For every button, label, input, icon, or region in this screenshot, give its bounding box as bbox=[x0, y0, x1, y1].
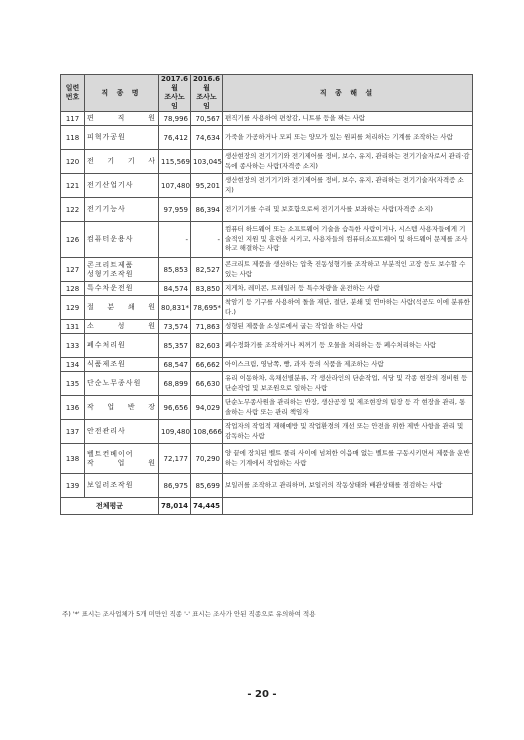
wage-2017: 68,547 bbox=[159, 358, 191, 372]
table-row bbox=[61, 126, 473, 150]
row-number: 127 bbox=[61, 258, 85, 282]
job-name: 편 직 원 bbox=[85, 112, 159, 126]
table-row bbox=[61, 396, 473, 420]
job-description: 콘크리트 제품을 생산하는 압축 진동성형기를 조작하고 부분적인 고장 등도 보수할 수 있는 사람 bbox=[223, 258, 473, 282]
wage-2016: 94,029 bbox=[191, 396, 223, 420]
wage-2016: 78,695* bbox=[191, 296, 223, 320]
average-wage-2017: 78,014 bbox=[159, 498, 191, 515]
wage-2017: 72,177 bbox=[159, 444, 191, 474]
wage-2017: 85,357 bbox=[159, 334, 191, 358]
job-description: 전기기기를 수리 및 보호함으로써 전기기사를 보좌하는 사람(자격증 소지) bbox=[223, 198, 473, 222]
job-name: 안전관리사 bbox=[85, 420, 159, 444]
wage-2017: - bbox=[159, 222, 191, 258]
average-wage-2016: 74,445 bbox=[191, 498, 223, 515]
table-row bbox=[61, 222, 473, 258]
table-row bbox=[61, 420, 473, 444]
wage-2017: 85,853 bbox=[159, 258, 191, 282]
table-row bbox=[61, 198, 473, 222]
average-label: 전체평균 bbox=[61, 498, 159, 515]
wage-2016: 82,603 bbox=[191, 334, 223, 358]
wage-2016: 83,850 bbox=[191, 282, 223, 296]
row-number: 137 bbox=[61, 420, 85, 444]
job-description: 지게차, 레미콘, 트레일러 등 특수차량을 운전하는 사람 bbox=[223, 282, 473, 296]
job-description: 작업자의 작업적 재해예방 및 작업환경의 개선 또는 안전을 위한 제반 사항을 관리 및 감독하는 사람 bbox=[223, 420, 473, 444]
header-wage-2017: 2017.6월 조사노임 bbox=[159, 75, 191, 112]
average-desc-empty bbox=[223, 498, 473, 515]
job-name: 피혁가공원 bbox=[85, 126, 159, 150]
job-name: 특수차운전원 bbox=[85, 282, 159, 296]
job-description: 생산현장의 전기기기와 전기제어를 정비, 보수, 유지, 관리하는 전기기술자(자격증 소지) bbox=[223, 174, 473, 198]
job-name: 보일러조작원 bbox=[85, 474, 159, 498]
wage-2016: 66,662 bbox=[191, 358, 223, 372]
table-row bbox=[61, 174, 473, 198]
job-description: 폐수정화기를 조작하거나 찌꺼기 등 오물을 처리하는 등 폐수처리하는 사람 bbox=[223, 334, 473, 358]
table-row bbox=[61, 296, 473, 320]
wage-2016: 85,699 bbox=[191, 474, 223, 498]
header-description: 직 종 해 설 bbox=[223, 75, 473, 112]
job-name: 벨트컨베이어 작 업 원 bbox=[85, 444, 159, 474]
job-description: 단순노무종사원을 관리하는 반장, 생산공정 및 제조현장의 팀장 등 각 현장을 관리, 통솔하는 사람 또는 관리 책임자 bbox=[223, 396, 473, 420]
job-name: 절 분 쇄 원 bbox=[85, 296, 159, 320]
job-name: 소 성 원 bbox=[85, 320, 159, 334]
row-number: 136 bbox=[61, 396, 85, 420]
job-description: 유리 이동하차, 옥채선별분류, 각 생산라인의 단순작업, 식당 및 각종 현장의 경비원 등 단순작업 및 보조원으로 일하는 사람 bbox=[223, 372, 473, 396]
row-number: 118 bbox=[61, 126, 85, 150]
wage-2016: - bbox=[191, 222, 223, 258]
table-row bbox=[61, 258, 473, 282]
wage-2016: 71,863 bbox=[191, 320, 223, 334]
table-row bbox=[61, 444, 473, 474]
wage-2016: 95,201 bbox=[191, 174, 223, 198]
row-number: 133 bbox=[61, 334, 85, 358]
header-job-name: 직 종 명 bbox=[85, 75, 159, 112]
job-description: 가죽을 가공하거나 모피 또는 양모가 있는 원피를 처리하는 기계를 조작하는 사람 bbox=[223, 126, 473, 150]
wage-2016: 74,634 bbox=[191, 126, 223, 150]
footnote: 주) '*' 표시는 조사업체가 5개 미만인 직종 '-' 표시는 조사가 안된 직종으로 유의하여 적용 bbox=[62, 610, 316, 618]
wage-2016: 70,567 bbox=[191, 112, 223, 126]
job-description: 아이스크림, 영남쪽, 빵, 과자 등의 식품을 제조하는 사람 bbox=[223, 358, 473, 372]
table-row bbox=[61, 112, 473, 126]
wage-2016: 103,045 bbox=[191, 150, 223, 174]
wage-2017: 78,996 bbox=[159, 112, 191, 126]
wage-2017: 96,656 bbox=[159, 396, 191, 420]
job-name: 전기산업기사 bbox=[85, 174, 159, 198]
row-number: 121 bbox=[61, 174, 85, 198]
row-number: 131 bbox=[61, 320, 85, 334]
row-number: 126 bbox=[61, 222, 85, 258]
job-name: 콘크리트제품 성형기조작원 bbox=[85, 258, 159, 282]
wage-2017: 80,831* bbox=[159, 296, 191, 320]
wage-2016: 82,527 bbox=[191, 258, 223, 282]
wage-2017: 84,574 bbox=[159, 282, 191, 296]
wage-2016: 108,666 bbox=[191, 420, 223, 444]
wage-2016: 86,394 bbox=[191, 198, 223, 222]
table-header-row bbox=[61, 75, 473, 112]
job-name: 전기기능사 bbox=[85, 198, 159, 222]
job-description: 성형된 제품을 소성로에서 굽는 작업을 하는 사람 bbox=[223, 320, 473, 334]
wage-2016: 70,290 bbox=[191, 444, 223, 474]
row-number: 117 bbox=[61, 112, 85, 126]
page-number: - 20 - bbox=[247, 689, 277, 700]
job-description: 컴퓨터 하드웨어 또는 소프트웨어 기술을 습득한 사람이거나, 시스템 사용자들에게 기술적인 지원 및 훈련을 시키고, 사용자들의 컴퓨터소프트웨어 및 하드웨어 문제를 조사하고 해결하는 사람 bbox=[223, 222, 473, 258]
job-name: 전 기 기 사 bbox=[85, 150, 159, 174]
wage-2017: 109,480 bbox=[159, 420, 191, 444]
job-description: 편직기를 사용하여 편창감, 니트류 등을 짜는 사람 bbox=[223, 112, 473, 126]
wage-2017: 107,480 bbox=[159, 174, 191, 198]
row-number: 135 bbox=[61, 372, 85, 396]
average-row bbox=[61, 498, 473, 515]
job-description: 생산현장의 전기기기와 전기제어를 정비, 보수, 유지, 관리하는 전기기술자로서 관리·감독에 종사하는 사람(자격증 소지) bbox=[223, 150, 473, 174]
row-number: 129 bbox=[61, 296, 85, 320]
wage-2017: 76,412 bbox=[159, 126, 191, 150]
row-number: 138 bbox=[61, 444, 85, 474]
table-row bbox=[61, 334, 473, 358]
wage-2017: 97,959 bbox=[159, 198, 191, 222]
wage-2017: 68,899 bbox=[159, 372, 191, 396]
job-description: 착암기 등 기구를 사용하여 돌을 재단, 절단, 분쇄 및 연마하는 사람(석공도 이에 분류한다.) bbox=[223, 296, 473, 320]
job-name: 작 업 반 장 bbox=[85, 396, 159, 420]
job-description: 보일러를 조작하고 관리하며, 보일러의 작동상태와 배관상태를 점검하는 사람 bbox=[223, 474, 473, 498]
job-name: 컴퓨터운용사 bbox=[85, 222, 159, 258]
table-row bbox=[61, 150, 473, 174]
job-name: 단순노무종사원 bbox=[85, 372, 159, 396]
wage-2017: 86,975 bbox=[159, 474, 191, 498]
row-number: 134 bbox=[61, 358, 85, 372]
job-name: 식품제조원 bbox=[85, 358, 159, 372]
header-no: 일련 번호 bbox=[61, 75, 85, 112]
wage-2017: 73,574 bbox=[159, 320, 191, 334]
wage-2016: 66,630 bbox=[191, 372, 223, 396]
wage-2017: 115,569 bbox=[159, 150, 191, 174]
row-number: 122 bbox=[61, 198, 85, 222]
table-row bbox=[61, 474, 473, 498]
row-number: 128 bbox=[61, 282, 85, 296]
table-row bbox=[61, 372, 473, 396]
row-number: 120 bbox=[61, 150, 85, 174]
row-number: 139 bbox=[61, 474, 85, 498]
job-name: 폐수처리원 bbox=[85, 334, 159, 358]
header-wage-2016: 2016.6월 조사노임 bbox=[191, 75, 223, 112]
table-row bbox=[61, 358, 473, 372]
table-row bbox=[61, 320, 473, 334]
job-description: 양 끝에 장치된 벨트 풀리 사이에 넘쳐한 이음매 없는 벨트를 구동시키면서 제품을 운반하는 기계에서 작업하는 사람 bbox=[223, 444, 473, 474]
wage-table bbox=[60, 74, 473, 515]
table-row bbox=[61, 282, 473, 296]
